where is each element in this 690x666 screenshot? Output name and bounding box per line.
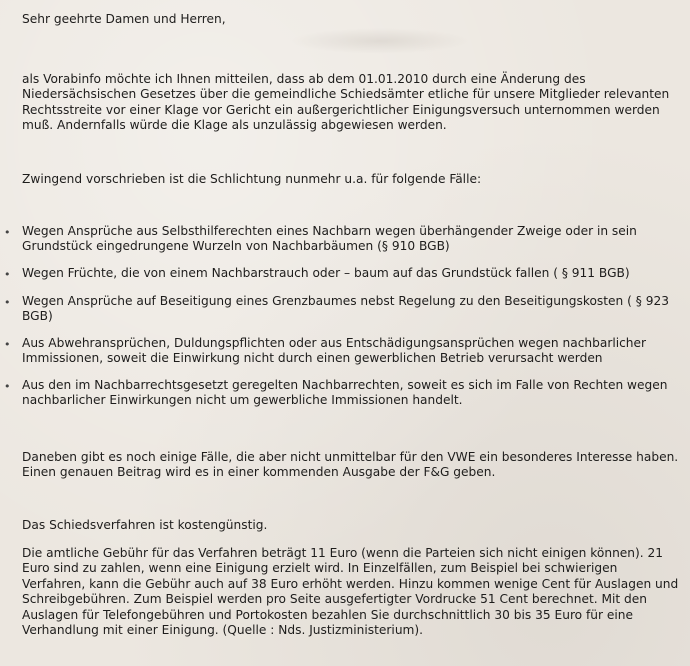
list-intro: Zwingend vorschrieben ist die Schlichtung nunmehr u.a. für folgende Fälle: [22, 172, 482, 186]
bullet-marker: • [4, 296, 11, 309]
greeting: Sehr geehrte Damen und Herren, [22, 12, 226, 26]
other-cases-paragraph: Daneben gibt es noch einige Fälle, die aber nicht unmittelbar für den VWE ein besonderes Interesse haben. Einen genauen Beitrag wird es in einer kommenden Ausgabe der F&G geben. [22, 450, 679, 480]
bullet-marker: • [4, 380, 11, 393]
cost-details-paragraph: Die amtliche Gebühr für das Verfahren beträgt 11 Euro (wenn die Parteien sich nicht einigen können). 21 Euro sind zu zahlen, wenn eine Einigung erzielt wird. In Einzelfällen, zum Beispiel bei schwierigen Verfahren, kann die Gebühr auch auf 38 Euro erhöht werden. Hinzu kommen wenige Cent für Auslagen und Schreibgebühren. Zum Beispiel werden pro Seite ausgefertigter Vordrucke 51 Cent berechnet. Mit den Auslagen für Telefongebühren und Portokosten bezahlen Sie durchschnittlich 30 bis 35 Euro für eine Verhandlung mit einer Einigung. (Quelle : Nds. Justizministerium). [22, 546, 679, 638]
cost-heading: Das Schiedsverfahren ist kostengünstig. [22, 518, 268, 532]
bullet-marker: • [4, 338, 11, 351]
bullet-marker: • [4, 268, 11, 281]
case-item: Aus Abwehransprüchen, Duldungspflichten oder aus Entschädigungsansprüchen wegen nachbarlicher Immissionen, soweit die Einwirkung nicht durch einen gewerblichen Betrieb verursacht werden [22, 336, 647, 366]
scan-smudge [290, 28, 470, 54]
intro-paragraph: als Vorabinfo möchte ich Ihnen mitteilen, dass ab dem 01.01.2010 durch eine Änderung des Niedersächsischen Gesetzes über die gemeindliche Schiedsämter etliche für unsere Mitglieder relevanten Rechtsstreite vor einer Klage vor Gericht ein außergerichtlicher Einigungsversuch unternommen werden muß. Andernfalls würde die Klage als unzulässig abgewiesen werden. [22, 72, 670, 133]
case-item: Wegen Ansprüche aus Selbsthilferechten eines Nachbarn wegen überhängender Zweige oder in sein Grundstück eingedrungene Wurzeln von Nachbarbäumen (§ 910 BGB) [22, 224, 637, 254]
bullet-marker: • [4, 226, 11, 239]
case-item: Aus den im Nachbarrechtsgesetzt geregelten Nachbarrechten, soweit es sich im Falle von Rechten wegen nachbarlicher Einwirkungen nicht um gewerbliche Immissionen handelt. [22, 378, 668, 408]
case-item: Wegen Ansprüche auf Beseitigung eines Grenzbaumes nebst Regelung zu den Beseitigungskosten ( § 923 BGB) [22, 294, 669, 324]
case-item: Wegen Früchte, die von einem Nachbarstrauch oder – baum auf das Grundstück fallen ( § 911 BGB) [22, 266, 630, 280]
